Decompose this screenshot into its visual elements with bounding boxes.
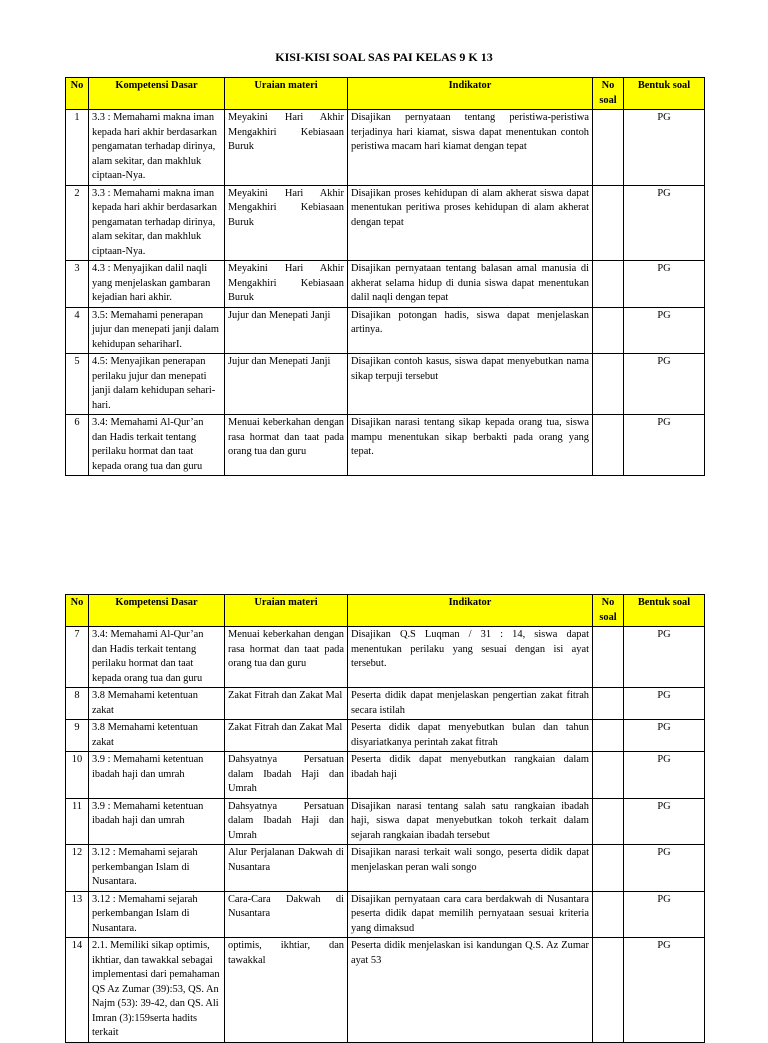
header-no: No: [66, 78, 89, 110]
cell-kompetensi-dasar: 4.3 : Menyajikan dalil naqli yang menjelaskan gambaran kejadian hari akhir.: [89, 261, 225, 308]
table-row: [66, 845, 705, 892]
cell-indikator: Disajikan pernyataan cara cara berdakwah di Nusantara peserta didik dapat memilih pernyataan sesuai kriteria yang dimaksud: [348, 891, 593, 938]
cell-indikator: Disajikan narasi terkait wali songo, peserta didik dapat menjelaskan peran wali songo: [348, 845, 593, 892]
cell-uraian-materi: Alur Perjalanan Dakwah di Nusantara: [225, 845, 348, 892]
cell-kompetensi-dasar: 3.12 : Memahami sejarah perkembangan Islam di Nusantara.: [89, 891, 225, 938]
table-row: [66, 752, 705, 799]
cell-uraian-materi: Menuai keberkahan dengan rasa hormat dan taat pada orang tua dan guru: [225, 627, 348, 688]
header-uraian-materi: Uraian materi: [225, 595, 348, 627]
cell-no-soal: [593, 798, 624, 845]
cell-no: 10: [66, 752, 89, 799]
header-indikator: Indikator: [348, 78, 593, 110]
cell-no: 3: [66, 261, 89, 308]
cell-uraian-materi: Jujur dan Menepati Janji: [225, 354, 348, 415]
cell-bentuk-soal: PG: [624, 720, 705, 752]
cell-no-soal: [593, 627, 624, 688]
cell-no-soal: [593, 720, 624, 752]
cell-no: 12: [66, 845, 89, 892]
cell-kompetensi-dasar: 3.3 : Memahami makna iman kepada hari akhir berdasarkan pengamatan terhadap dirinya, alam sekitar, dan makhluk ciptaan-Nya.: [89, 185, 225, 261]
header-no-soal: No soal: [593, 78, 624, 110]
table-row: [66, 938, 705, 1043]
document-title: KISI-KISI SOAL SAS PAI KELAS 9 K 13: [275, 50, 493, 64]
cell-bentuk-soal: PG: [624, 891, 705, 938]
cell-kompetensi-dasar: 4.5: Menyajikan penerapan perilaku jujur dan menepati janji dalam kehidupan sehari-hari.: [89, 354, 225, 415]
header-indikator: Indikator: [348, 595, 593, 627]
cell-uraian-materi: Dahsyatnya Persatuan dalam Ibadah Haji dan Umrah: [225, 752, 348, 799]
cell-uraian-materi: Meyakini Hari Akhir Mengakhiri Kebiasaan Buruk: [225, 185, 348, 261]
header-no: No: [66, 595, 89, 627]
table-row: [66, 720, 705, 752]
cell-kompetensi-dasar: 3.3 : Memahami makna iman kepada hari akhir berdasarkan pengamatan terhadap dirinya, alam sekitar, dan makhluk ciptaan-Nya.: [89, 110, 225, 186]
cell-uraian-materi: Cara-Cara Dakwah di Nusantara: [225, 891, 348, 938]
cell-uraian-materi: Dahsyatnya Persatuan dalam Ibadah Haji dan Umrah: [225, 798, 348, 845]
table-row: [66, 688, 705, 720]
cell-bentuk-soal: PG: [624, 798, 705, 845]
table-row: [66, 110, 705, 186]
cell-no: 13: [66, 891, 89, 938]
table-row: [66, 627, 705, 688]
cell-kompetensi-dasar: 3.4: Memahami Al-Qur’an dan Hadis terkait tentang perilaku hormat dan taat kepada orang tua dan guru: [89, 415, 225, 476]
cell-indikator: Peserta didik dapat menjelaskan pengertian zakat fitrah secara istilah: [348, 688, 593, 720]
cell-indikator: Disajikan narasi tentang salah satu rangkaian ibadah haji, siswa dapat menyebutkan tokoh terkait dalam sejarah rangkaian ibadah tersebut: [348, 798, 593, 845]
table-row: [66, 307, 705, 354]
cell-no: 11: [66, 798, 89, 845]
cell-bentuk-soal: PG: [624, 307, 705, 354]
cell-no: 9: [66, 720, 89, 752]
cell-bentuk-soal: PG: [624, 415, 705, 476]
cell-no: 14: [66, 938, 89, 1043]
cell-indikator: Peserta didik dapat menyebutkan bulan dan tahun disyariatkanya perintah zakat fitrah: [348, 720, 593, 752]
kisi-table-1: [65, 77, 705, 476]
cell-indikator: Disajikan contoh kasus, siswa dapat menyebutkan nama sikap terpuji tersebut: [348, 354, 593, 415]
cell-uraian-materi: Menuai keberkahan dengan rasa hormat dan taat pada orang tua dan guru: [225, 415, 348, 476]
cell-no-soal: [593, 110, 624, 186]
cell-kompetensi-dasar: 3.9 : Memahami ketentuan ibadah haji dan umrah: [89, 752, 225, 799]
table-header-row: [66, 78, 705, 110]
kisi-table-2: [65, 594, 705, 1043]
cell-no: 5: [66, 354, 89, 415]
cell-bentuk-soal: PG: [624, 354, 705, 415]
header-kompetensi-dasar: Kompetensi Dasar: [89, 78, 225, 110]
table-row: [66, 185, 705, 261]
cell-indikator: Disajikan proses kehidupan di alam akherat siswa dapat menentukan peritiwa proses kehidupan di alam akherat dengan tepat: [348, 185, 593, 261]
cell-indikator: Peserta didik menjelaskan isi kandungan Q.S. Az Zumar ayat 53: [348, 938, 593, 1043]
cell-bentuk-soal: PG: [624, 938, 705, 1043]
cell-no-soal: [593, 415, 624, 476]
cell-no: 1: [66, 110, 89, 186]
cell-indikator: Peserta didik dapat menyebutkan rangkaian dalam ibadah haji: [348, 752, 593, 799]
cell-kompetensi-dasar: 3.8 Memahami ketentuan zakat: [89, 688, 225, 720]
cell-kompetensi-dasar: 3.8 Memahami ketentuan zakat: [89, 720, 225, 752]
cell-no-soal: [593, 261, 624, 308]
cell-kompetensi-dasar: 3.5: Memahami penerapan jujur dan menepati janji dalam kehidupan sehariharI.: [89, 307, 225, 354]
cell-no-soal: [593, 752, 624, 799]
cell-indikator: Disajikan pernyataan tentang balasan amal manusia di akherat selama hidup di dunia siswa dapat menentukan dalil naqli dengan tepat: [348, 261, 593, 308]
header-no-soal: No soal: [593, 595, 624, 627]
cell-bentuk-soal: PG: [624, 845, 705, 892]
cell-no: 7: [66, 627, 89, 688]
cell-no-soal: [593, 307, 624, 354]
cell-no: 4: [66, 307, 89, 354]
table-row: [66, 261, 705, 308]
cell-bentuk-soal: PG: [624, 627, 705, 688]
cell-uraian-materi: Zakat Fitrah dan Zakat Mal: [225, 720, 348, 752]
cell-indikator: Disajikan Q.S Luqman / 31 : 14, siswa dapat menentukan perilaku yang sesuai dengan isi ayat tersebut.: [348, 627, 593, 688]
cell-no-soal: [593, 845, 624, 892]
table-row: [66, 415, 705, 476]
cell-uraian-materi: Meyakini Hari Akhir Mengakhiri Kebiasaan Buruk: [225, 110, 348, 186]
cell-kompetensi-dasar: 3.4: Memahami Al-Qur’an dan Hadis terkait tentang perilaku hormat dan taat kepada orang tua dan guru: [89, 627, 225, 688]
cell-kompetensi-dasar: 3.9 : Memahami ketentuan ibadah haji dan umrah: [89, 798, 225, 845]
cell-bentuk-soal: PG: [624, 688, 705, 720]
table-row: [66, 891, 705, 938]
cell-no: 2: [66, 185, 89, 261]
cell-no-soal: [593, 354, 624, 415]
header-bentuk-soal: Bentuk soal: [624, 78, 705, 110]
cell-bentuk-soal: PG: [624, 110, 705, 186]
table-header-row: [66, 595, 705, 627]
cell-uraian-materi: Jujur dan Menepati Janji: [225, 307, 348, 354]
cell-bentuk-soal: PG: [624, 261, 705, 308]
cell-no: 6: [66, 415, 89, 476]
cell-indikator: Disajikan pernyataan tentang peristiwa-peristiwa terjadinya hari kiamat, siswa dapat menentukan contoh peristiwa macam hari kiamat dengan tepat: [348, 110, 593, 186]
cell-bentuk-soal: PG: [624, 752, 705, 799]
cell-no-soal: [593, 938, 624, 1043]
cell-kompetensi-dasar: 2.1. Memiliki sikap optimis, ikhtiar, dan tawakkal sebagai implementasi dari pemahaman QS Az Zumar (39):53, QS. An Najm (53): 39-42, dan QS. Ali Imran (3):159serta hadits terkait: [89, 938, 225, 1043]
cell-no: 8: [66, 688, 89, 720]
table-row: [66, 354, 705, 415]
header-uraian-materi: Uraian materi: [225, 78, 348, 110]
table-row: [66, 798, 705, 845]
cell-no-soal: [593, 185, 624, 261]
cell-kompetensi-dasar: 3.12 : Memahami sejarah perkembangan Islam di Nusantara.: [89, 845, 225, 892]
cell-no-soal: [593, 688, 624, 720]
cell-uraian-materi: optimis, ikhtiar, dan tawakkal: [225, 938, 348, 1043]
cell-uraian-materi: Meyakini Hari Akhir Mengakhiri Kebiasaan Buruk: [225, 261, 348, 308]
cell-uraian-materi: Zakat Fitrah dan Zakat Mal: [225, 688, 348, 720]
cell-bentuk-soal: PG: [624, 185, 705, 261]
header-bentuk-soal: Bentuk soal: [624, 595, 705, 627]
cell-indikator: Disajikan potongan hadis, siswa dapat menjelaskan artinya.: [348, 307, 593, 354]
cell-indikator: Disajikan narasi tentang sikap kepada orang tua, siswa mampu menentukan sikap berbakti pada orang yang tepat.: [348, 415, 593, 476]
header-kompetensi-dasar: Kompetensi Dasar: [89, 595, 225, 627]
cell-no-soal: [593, 891, 624, 938]
